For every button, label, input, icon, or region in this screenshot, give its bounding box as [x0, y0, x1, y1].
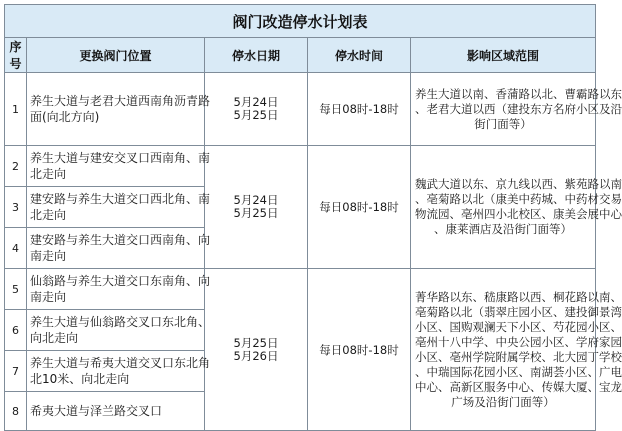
- outage-date: [205, 269, 308, 431]
- area-line: 、中瑞国际花园小区、南湖荟小区、广电: [415, 364, 622, 379]
- area-line: 小区、国购观澜天下小区、芍花园小区、: [415, 319, 622, 334]
- row-number: 1: [5, 73, 27, 146]
- row-number: 6: [5, 310, 27, 351]
- area-line: 小区、亳州学院附属学校、北大园丁学校: [415, 349, 622, 364]
- location-line: 南走向: [30, 290, 67, 304]
- outage-time: 每日08时-18时: [308, 73, 411, 146]
- outage-time: 每日08时-18时: [308, 269, 411, 431]
- table-row: [5, 146, 596, 187]
- area-line: 亳菊路以北（翡翠庄园小区、建投御景湾: [415, 304, 622, 319]
- location-line: 面(向北方向): [30, 110, 100, 124]
- header-location: 更换阀门位置: [27, 38, 205, 73]
- location-line: 向北走向: [30, 331, 79, 345]
- affected-area: [411, 73, 622, 146]
- date-line: 5月25日: [233, 206, 279, 220]
- valve-location: [27, 187, 211, 228]
- location-line: 建安路与养生大道交口西北角、南: [30, 192, 211, 206]
- location-line: 北10米、向北走向: [30, 372, 130, 386]
- location-line: 仙翁路与养生大道交口东南角、向: [30, 274, 211, 288]
- location-line: 建安路与养生大道交口西南角、向: [30, 233, 211, 247]
- valve-location: [27, 351, 211, 392]
- date-line: 5月24日: [233, 95, 279, 109]
- valve-location: [27, 310, 211, 351]
- area-line: 魏武大道以东、京九线以西、紫苑路以南: [415, 177, 622, 191]
- header-date: 停水日期: [205, 38, 308, 73]
- date-line: 5月25日: [233, 335, 279, 350]
- valve-location: [27, 73, 211, 146]
- valve-location: [27, 269, 211, 310]
- header-no: 序号: [5, 38, 27, 73]
- row-number: 3: [5, 187, 27, 228]
- table-title: 阀门改造停水计划表: [5, 5, 596, 38]
- area-line: 、亳菊路以北（康美中药城、中药材交易: [415, 192, 622, 206]
- area-line: 、康莱酒店及沿街门面等）: [434, 222, 572, 236]
- valve-location: [27, 228, 211, 269]
- area-line: 菁华路以东、嵇康路以西、桐花路以南、: [415, 289, 622, 304]
- location-line: 养生大道与仙翁路交叉口东北角、: [30, 315, 211, 329]
- date-line: 5月24日: [233, 193, 279, 207]
- affected-area: [411, 146, 622, 269]
- affected-area: [411, 269, 622, 431]
- area-line: 街门面等）: [474, 116, 532, 131]
- location-line: 北走向: [30, 208, 67, 222]
- header-area: 影响区域范围: [411, 38, 596, 73]
- location-line: 希夷大道与泽兰路交叉口: [30, 404, 163, 418]
- location-line: 北走向: [30, 167, 67, 181]
- area-line: 亳州十八中学、中央公园小区、学府家园: [415, 334, 622, 349]
- date-line: 5月26日: [233, 348, 279, 363]
- date-line: 5月25日: [233, 108, 279, 122]
- row-number: 5: [5, 269, 27, 310]
- water-outage-table: [4, 4, 622, 431]
- area-line: 广场及沿街门面等）: [451, 394, 555, 409]
- valve-location: [27, 146, 211, 187]
- location-line: 养生大道与希夷大道交叉口东北角: [30, 356, 211, 370]
- valve-location: [27, 392, 205, 431]
- row-number: 8: [5, 392, 27, 431]
- area-line: 中心、高新区服务中心、传媒大厦、宝龙: [415, 379, 622, 394]
- table-row: [5, 269, 596, 310]
- row-number: 7: [5, 351, 27, 392]
- header-time: 停水时间: [308, 38, 411, 73]
- location-line: 养生大道与老君大道西南角沥青路: [30, 94, 211, 108]
- area-line: 、老君大道以西（建投东方名府小区及沿: [415, 101, 622, 116]
- outage-date: [205, 146, 308, 269]
- outage-date: [205, 73, 308, 146]
- location-line: 南走向: [30, 249, 67, 263]
- area-line: 物流园、亳州四小北校区、康美会展中心: [415, 207, 622, 221]
- row-number: 2: [5, 146, 27, 187]
- row-number: 4: [5, 228, 27, 269]
- table-row: [5, 73, 596, 146]
- outage-time: 每日08时-18时: [308, 146, 411, 269]
- location-line: 养生大道与建安交叉口西南角、南: [30, 151, 211, 165]
- area-line: 养生大道以南、香蒲路以北、曹霸路以东: [415, 86, 622, 101]
